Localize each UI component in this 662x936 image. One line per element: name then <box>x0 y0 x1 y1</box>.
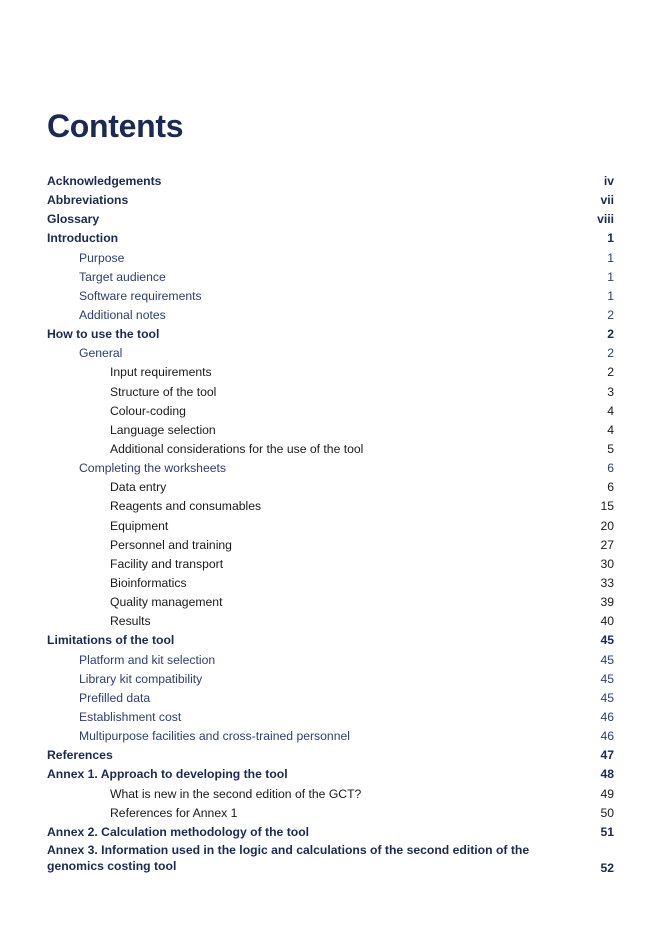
toc-entry-page-number: 15 <box>600 499 614 514</box>
toc-entry-page-number: 49 <box>600 786 614 801</box>
toc-entry-abbreviations[interactable] <box>47 191 614 210</box>
toc-entry-label: Reagents and consumables <box>110 499 262 514</box>
toc-entry-page-number: 1 <box>607 288 614 303</box>
toc-entry-page-number: 30 <box>600 556 614 571</box>
toc-entry-page-number: 20 <box>600 518 614 533</box>
toc-entry-label: Introduction <box>47 231 119 246</box>
toc-entry-label: Annex 2. Calculation methodology of the tool <box>47 824 310 839</box>
toc-entry-label: Completing the worksheets <box>79 461 226 476</box>
toc-entry-page-number: 52 <box>600 860 614 875</box>
toc-entry-whats-new-second-edition[interactable] <box>47 785 614 804</box>
toc-entry-page-number: 33 <box>600 575 614 590</box>
toc-entry-page-number: 4 <box>607 403 614 418</box>
toc-entry-page-number: 40 <box>600 614 614 629</box>
toc-entry-page-number: 2 <box>607 307 614 322</box>
toc-entry-page-number: 48 <box>600 767 614 782</box>
toc-entry-label: Bioinformatics <box>110 575 187 590</box>
toc-entry-limitations-of-the-tool[interactable] <box>47 631 614 650</box>
toc-entry-personnel-and-training[interactable] <box>47 536 614 555</box>
toc-entry-data-entry[interactable] <box>47 478 614 497</box>
toc-entry-page-number: 45 <box>600 652 614 667</box>
toc-entry-label: Target audience <box>79 269 166 284</box>
toc-entry-label: Abbreviations <box>47 193 129 208</box>
toc-entry-acknowledgements[interactable] <box>47 172 614 191</box>
toc-entry-page-number: 4 <box>607 422 614 437</box>
toc-entry-label: What is new in the second edition of the GCT? <box>110 786 362 801</box>
toc-entry-annex-1[interactable] <box>47 765 614 784</box>
toc-entry-label: How to use the tool <box>47 327 160 342</box>
toc-entry-label: Establishment cost <box>79 709 182 724</box>
toc-entry-introduction[interactable] <box>47 229 614 248</box>
toc-entry-label: Acknowledgements <box>47 174 162 188</box>
toc-entry-label: Limitations of the tool <box>47 633 175 648</box>
toc-entry-page-number: 50 <box>600 805 614 820</box>
toc-entry-label: Software requirements <box>79 288 202 303</box>
toc-entry-label: Annex 1. Approach to developing the tool <box>47 767 288 782</box>
toc-entry-label: Input requirements <box>110 365 212 380</box>
toc-entry-structure-of-the-tool[interactable] <box>47 383 614 402</box>
toc-entry-page-number: 1 <box>607 269 614 284</box>
toc-entry-page-number: 2 <box>607 365 614 380</box>
toc-entry-additional-notes[interactable] <box>47 306 614 325</box>
toc-entry-label: Quality management <box>110 595 223 610</box>
toc-entry-how-to-use-the-tool[interactable] <box>47 325 614 344</box>
toc-entry-label: Platform and kit selection <box>79 652 216 667</box>
toc-entry-label: Additional notes <box>79 307 166 322</box>
toc-entry-label: Facility and transport <box>110 556 224 571</box>
toc-entry-annex-3[interactable] <box>47 842 614 878</box>
toc-entry-platform-and-kit-selection[interactable] <box>47 651 614 670</box>
toc-entry-reagents-and-consumables[interactable] <box>47 497 614 516</box>
toc-entry-completing-the-worksheets[interactable] <box>47 459 614 478</box>
toc-entry-page-number: 1 <box>607 250 614 265</box>
toc-entry-bioinformatics[interactable] <box>47 574 614 593</box>
toc-entry-label: Language selection <box>110 422 216 437</box>
toc-entry-quality-management[interactable] <box>47 593 614 612</box>
toc-entry-label: References for Annex 1 <box>110 805 238 820</box>
toc-entry-page-number: 27 <box>600 537 614 552</box>
toc-entry-label: Data entry <box>110 480 167 495</box>
toc-entry-target-audience[interactable] <box>47 268 614 287</box>
toc-entry-multipurpose-facilities[interactable] <box>47 727 614 746</box>
toc-entry-page-number: 2 <box>607 327 614 342</box>
toc-entry-page-number: 6 <box>607 480 614 495</box>
toc-entry-label: Multipurpose facilities and cross-trained personnel <box>79 729 350 744</box>
toc-entry-label: Additional considerations for the use of the tool <box>110 441 364 456</box>
toc-entry-page-number: 46 <box>600 729 614 744</box>
toc-entry-page-number: 46 <box>600 709 614 724</box>
toc-entry-annex-2[interactable] <box>47 823 614 842</box>
toc-entry-general[interactable] <box>47 344 614 363</box>
toc-entry-page-number: 47 <box>600 748 614 763</box>
toc-entry-label: Structure of the tool <box>110 384 217 399</box>
toc-entry-library-kit-compatibility[interactable] <box>47 670 614 689</box>
toc-entry-additional-considerations[interactable] <box>47 440 614 459</box>
toc-entry-page-number: 6 <box>607 461 614 476</box>
page-title: Contents <box>47 108 184 144</box>
toc-entry-equipment[interactable] <box>47 517 614 536</box>
toc-entry-page-number: viii <box>597 212 614 227</box>
toc-entry-page-number: 51 <box>600 824 614 839</box>
toc-entry-purpose[interactable] <box>47 249 614 268</box>
toc-entry-establishment-cost[interactable] <box>47 708 614 727</box>
toc-entry-software-requirements[interactable] <box>47 287 614 306</box>
toc-entry-references[interactable] <box>47 746 614 765</box>
toc-entry-page-number: 5 <box>607 441 614 456</box>
toc-entry-label: Results <box>110 614 151 629</box>
toc-entry-label: Library kit compatibility <box>79 671 203 686</box>
toc-entry-references-for-annex-1[interactable] <box>47 804 614 823</box>
toc-entry-page-number: 45 <box>600 690 614 705</box>
toc-entry-glossary[interactable] <box>47 210 614 229</box>
toc-entry-language-selection[interactable] <box>47 421 614 440</box>
toc-entry-label: Equipment <box>110 518 169 533</box>
toc-entry-colour-coding[interactable] <box>47 402 614 421</box>
toc-entry-page-number: 45 <box>600 671 614 686</box>
toc-entry-label: Colour-coding <box>110 403 186 418</box>
toc-entry-label: Prefilled data <box>79 690 151 705</box>
toc-entry-page-number: 2 <box>607 346 614 361</box>
toc-entry-facility-and-transport[interactable] <box>47 555 614 574</box>
toc-entry-label: References <box>47 748 113 763</box>
toc-entry-page-number: 3 <box>607 384 614 399</box>
toc-entry-input-requirements[interactable] <box>47 363 614 382</box>
toc-entry-page-number: vii <box>600 193 614 208</box>
toc-entry-page-number: 45 <box>600 633 614 648</box>
toc-entry-label: General <box>79 346 123 361</box>
toc-entry-page-number: iv <box>603 174 614 188</box>
toc-entry-page-number: 39 <box>600 595 614 610</box>
toc-entry-label: Purpose <box>79 250 125 265</box>
toc-entry-prefilled-data[interactable] <box>47 689 614 708</box>
toc-entry-page-number: 1 <box>607 231 614 246</box>
toc-entry-label: Glossary <box>47 212 100 227</box>
toc-entry-label: Annex 3. Information used in the logic and calculations of the second edition of the genomics costing tool <box>47 842 530 873</box>
table-of-contents <box>47 172 614 878</box>
toc-entry-label: Personnel and training <box>110 537 232 552</box>
toc-entry-results[interactable] <box>47 612 614 631</box>
